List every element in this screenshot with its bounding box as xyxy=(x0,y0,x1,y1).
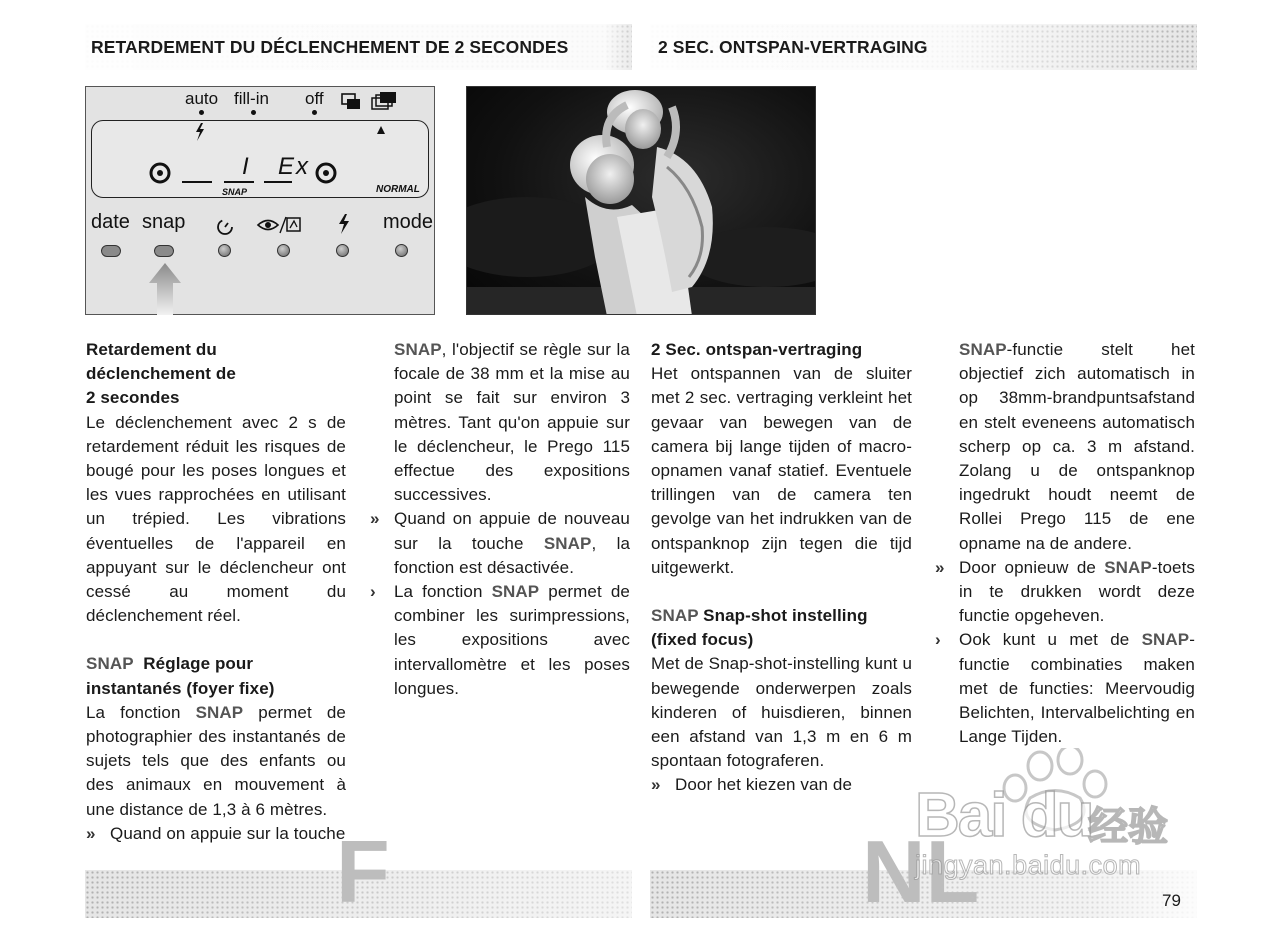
lcd-segment xyxy=(264,181,292,183)
bullet-item: » Quand on appuie sur la touche xyxy=(86,822,346,846)
snap-keyword: SNAP xyxy=(1104,557,1152,577)
snap-keyword: SNAP xyxy=(1141,630,1190,650)
bullet-item: » Door opnieuw de SNAP-toets in te drukken wordt deze functie opgeheven. xyxy=(935,557,1195,626)
heading-line: déclenchement de xyxy=(86,364,236,384)
lcd-snap-label: SNAP xyxy=(222,187,248,197)
text-column-nl-1 xyxy=(651,338,912,798)
paragraph: Met de Snap-shot-instelling kunt u bewegende onderwerpen zoals kinderen of huisdieren, binnen een afstand van 1,3 m en 6 m spontaan fotograferen. xyxy=(651,654,912,771)
flash-icon xyxy=(337,214,351,234)
lcd-display xyxy=(91,120,429,198)
watermark-suffix: 经验 xyxy=(1088,805,1168,849)
self-timer-button[interactable] xyxy=(218,244,231,257)
section-heading: 2 Sec. ontspan-vertraging xyxy=(651,340,863,359)
snap-keyword: SNAP xyxy=(491,582,540,602)
snap-keyword: SNAP xyxy=(394,340,442,359)
page-title-fr: RETARDEMENT DU DÉCLENCHEMENT DE 2 SECONDES xyxy=(91,37,569,57)
lcd-segment xyxy=(224,181,254,183)
arrow-up-icon xyxy=(376,125,386,135)
lcd-normal-label: NORMAL xyxy=(376,184,420,195)
watermark-brand: Bai du xyxy=(915,781,1093,850)
snap-keyword: SNAP xyxy=(543,533,592,553)
multi-exposure-icon xyxy=(341,93,363,111)
heading-text: Réglage pour xyxy=(143,654,254,674)
photo-illustration xyxy=(467,87,816,315)
bullet-continuation: SNAP-functie stelt het objectief zich automatisch in op 38mm-brandpuntsafstand en stelt eveneens automatisch scherp op ca. 3 m afstand. Zolang u de ontspanknop ingedrukt houdt neemt de Rollei Prego 115 de ene opname na de andere. xyxy=(959,340,1195,553)
red-eye-icon xyxy=(256,215,302,235)
double-chevron-icon: » xyxy=(935,557,945,577)
red-eye-button[interactable] xyxy=(277,244,290,257)
sequence-icon xyxy=(371,91,397,111)
section-heading xyxy=(86,652,346,700)
text-column-nl-2 xyxy=(935,338,1195,749)
date-label: date xyxy=(91,211,130,233)
text-column-fr-2 xyxy=(370,338,630,701)
section-heading xyxy=(651,604,912,652)
paragraph: Het ontspannen van de sluiter met 2 sec. vertraging verkleint het gevaar van bewegen van de camera bij lange tijden of macro-opnamen vanaf statief. Eventuele trillingen van de camera ten gevolge van het indrukken van de ontspanknop zijn tegen die tijd uitgewerkt. xyxy=(651,364,912,577)
date-button[interactable] xyxy=(101,245,121,257)
focus-target-icon xyxy=(314,161,338,185)
page-title-nl: 2 SEC. ONTSPAN-VERTRAGING xyxy=(658,37,928,57)
watermark-url: jingyan.baidu.com xyxy=(915,850,1142,880)
paragraph: Le déclenchement avec 2 s de retardement réduit les risques de bougé pour les poses longues et les vues rapprochées en utilisant un trépied. Les vibrations éventuelles de l'appareil en appuyant sur le déclencheur ont cessé au moment du déclenchement réel. xyxy=(86,412,346,626)
bullet-item: › La fonction SNAP permet de combiner les surimpressions, les expositions avec intervallomètre et les poses longues. xyxy=(370,582,630,698)
language-marker-nl: NL xyxy=(862,822,980,921)
paragraph: La fonction SNAP permet de photographier des instantanés de sujets tels que des enfants ou des animaux en mouvement à une distance de 1,3 à 6 mètres. xyxy=(86,702,346,819)
flash-button[interactable] xyxy=(336,244,349,257)
flash-icon xyxy=(194,123,206,141)
chevron-icon: › xyxy=(935,630,941,650)
section-heading xyxy=(86,338,346,411)
snap-keyword: SNAP xyxy=(959,340,1007,359)
double-chevron-icon: » xyxy=(370,509,380,529)
heading-line: (fixed focus) xyxy=(651,630,754,650)
chevron-icon: › xyxy=(370,582,376,602)
double-chevron-icon: » xyxy=(86,823,96,843)
heading-line: instantanés (foyer fixe) xyxy=(86,678,275,698)
bullet-item: » Quand on appuie de nouveau sur la touche SNAP, la fonction est désactivée. xyxy=(370,509,630,577)
language-marker-fr: F xyxy=(336,822,390,921)
snap-keyword: SNAP xyxy=(651,606,699,626)
bullet-item: › Ook kunt u met de SNAP-functie combinaties maken met de functies: Meervoudig Belichten, Intervalbelichting en Lange Tijden. xyxy=(935,630,1195,747)
flash-mode-auto: auto xyxy=(185,89,219,108)
photo-mother-child xyxy=(466,86,816,315)
indicator-dot xyxy=(312,110,317,115)
heading-text: Snap-shot instelling xyxy=(703,606,868,626)
indicator-dot xyxy=(251,110,256,115)
heading-line: Retardement du xyxy=(86,340,217,359)
double-chevron-icon: » xyxy=(651,775,661,795)
mode-button[interactable] xyxy=(395,244,408,257)
snap-keyword: SNAP xyxy=(195,702,244,722)
lcd-digit: I xyxy=(242,153,249,180)
self-timer-icon xyxy=(214,215,236,237)
focus-target-icon xyxy=(148,161,172,185)
text-column-fr-1 xyxy=(86,338,346,846)
mode-label: mode xyxy=(383,211,434,233)
indicator-dot xyxy=(199,110,204,115)
bullet-continuation: SNAP, l'objectif se règle sur la focale de 38 mm et la mise au point se fait sur environ 3 mètres. Tant qu'on appuie sur le déclencheur, le Prego 115 effectue des expositions successives. xyxy=(394,340,630,505)
arrow-up-icon xyxy=(149,263,181,315)
bullet-item: » Door het kiezen van de xyxy=(651,773,912,797)
snap-button[interactable] xyxy=(154,245,174,257)
lcd-segment xyxy=(182,181,212,183)
snap-keyword: SNAP xyxy=(86,654,134,674)
snap-label: snap xyxy=(142,211,186,233)
flash-mode-fill-in: fill-in xyxy=(234,89,269,108)
camera-control-panel xyxy=(85,86,435,315)
heading-line: 2 secondes xyxy=(86,388,180,408)
flash-mode-off: off xyxy=(305,89,324,108)
lcd-ex-label: Ex xyxy=(278,153,311,180)
page-number: 79 xyxy=(1162,891,1181,910)
